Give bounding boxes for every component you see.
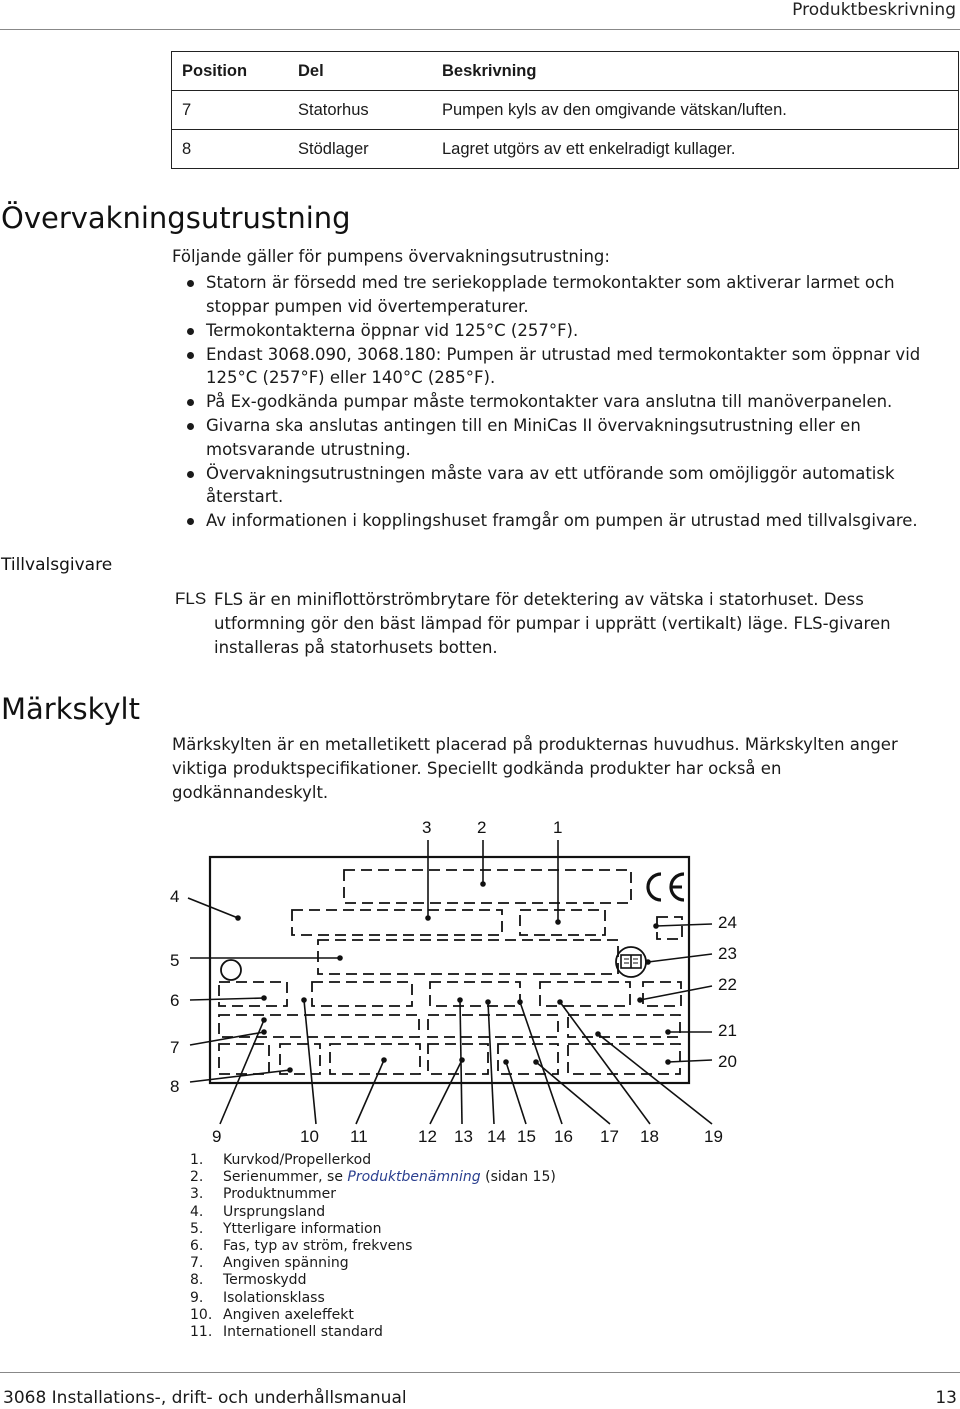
list-item: [190, 1169, 610, 1186]
callout-number: 15: [517, 1127, 536, 1146]
fls-description: FLS är en miniflottörströmbrytare för detektering av vätska i statorhuset. Dess utformning gör den bäst lämpad för pumpar i upprätt (vertikalt) läge. FLS-givaren installeras på statorhusets botten.: [214, 590, 891, 657]
field-current: [430, 982, 520, 1006]
legend-text: Ytterligare information: [223, 1220, 382, 1237]
running-header: Produktbeskrivning: [792, 0, 956, 20]
field-insulation: [219, 1044, 269, 1074]
monitoring-intro: Följande gäller för pumpens övervakningsutrustning:: [172, 247, 610, 266]
table-header-description: Beskrivning: [432, 52, 959, 91]
list-item: [190, 1152, 610, 1169]
table-cell-description: Lagret utgörs av ett enkelradigt kullager.: [432, 130, 959, 169]
legend-text: Kurvkod/Propellerkod: [223, 1152, 372, 1168]
callout-number: 1: [553, 818, 563, 837]
list-item: [190, 1255, 610, 1272]
section-heading-nameplate: Märkskylt: [1, 692, 140, 726]
field-curve-code: [520, 910, 605, 935]
list-item: [190, 1307, 610, 1324]
callout-number: 6: [170, 991, 180, 1010]
mounting-hole-icon: [221, 960, 241, 980]
legend-number: 4.: [190, 1203, 204, 1220]
field-weight: [568, 1015, 680, 1037]
list-item: Statorn är försedd med tre seriekopplade termokontakter som aktiverar larmet och stoppar pumpen vid övertemperaturer.: [187, 271, 947, 318]
table-cell-part: Stödlager: [288, 130, 432, 169]
callout-number: 8: [170, 1077, 180, 1096]
legend-text: Isolationsklass: [223, 1289, 325, 1306]
callout-number: 18: [640, 1127, 659, 1146]
legend-text: Serienummer, se: [223, 1169, 348, 1186]
callout-number: 19: [704, 1127, 723, 1146]
callout-number: 12: [418, 1127, 437, 1146]
list-item: [190, 1204, 610, 1221]
callout-number: 22: [718, 975, 737, 994]
field-voltage: [312, 982, 412, 1006]
list-item: [190, 1221, 610, 1238]
list-item: Termokontakterna öppnar vid 125°C (257°F).: [187, 319, 947, 343]
list-item: [190, 1324, 610, 1341]
callout-number: 20: [718, 1052, 737, 1071]
field-phase: [219, 982, 287, 1006]
callout-number: 14: [487, 1127, 506, 1146]
table-header-part: Del: [288, 52, 432, 91]
callout-number: 10: [300, 1127, 319, 1146]
table-cell-part: Statorhus: [288, 91, 432, 130]
callout-number: 17: [600, 1127, 619, 1146]
nameplate-description: Märkskylten är en metalletikett placerad på produkternas huvudhus. Märkskylten anger viktiga produktspecifikationer. Speciellt godkända produkter har också en godkännandeskylt.: [172, 735, 898, 802]
legend-text: Produktnummer: [223, 1186, 336, 1203]
legend-text: Angiven axeleffekt: [223, 1306, 354, 1323]
legend-number: 6.: [190, 1238, 204, 1255]
legend-number: 2.: [190, 1169, 204, 1186]
nameplate-legend: [190, 1152, 610, 1341]
list-item: [190, 1290, 610, 1307]
nameplate-fields: [219, 870, 682, 1074]
table-cell-position: 8: [172, 130, 289, 169]
callout-number: 13: [454, 1127, 473, 1146]
legend-text: Ursprungsland: [223, 1203, 326, 1220]
field-power: [428, 1015, 558, 1037]
footer-manual-title: 3068 Installations-, drift- och underhållsmanual: [3, 1388, 407, 1408]
list-item: Övervakningsutrustningen måste vara av ett utförande som omöjliggör automatisk återstart.: [187, 462, 947, 509]
optional-sensors-label: Tillvalsgivare: [1, 555, 113, 575]
callout-number: 24: [718, 913, 737, 932]
list-item: Givarna ska anslutas antingen till en MiniCas II övervakningsutrustning eller en motsvarande utrustning.: [187, 414, 947, 461]
callout-number: 21: [718, 1021, 737, 1040]
field-serial-number: [292, 910, 502, 935]
callout-number: 11: [350, 1127, 368, 1146]
callout-number: 3: [422, 818, 432, 837]
field-product-number: [344, 870, 631, 903]
product-designation-link[interactable]: Produktbenämning: [347, 1169, 481, 1186]
field-standard: [280, 1044, 320, 1074]
legend-number: 8.: [190, 1272, 204, 1289]
field-year: [568, 1044, 680, 1074]
field-approval-1: [657, 917, 682, 939]
field-max-depth: [498, 1044, 558, 1074]
list-item: Av informationen i kopplingshuset framgår om pumpen är utrustad med tillvalsgivare.: [187, 509, 947, 533]
list-item: På Ex-godkända pumpar måste termokontakter vara anslutna till manöverpanelen.: [187, 390, 947, 414]
footer-divider: [0, 1372, 960, 1373]
field-approval-2: [643, 982, 681, 1006]
table-cell-description: Pumpen kyls av den omgivande vätskan/luften.: [432, 91, 959, 130]
callout-number: 16: [554, 1127, 573, 1146]
field-thermal: [219, 1015, 419, 1037]
legend-text: Internationell standard: [223, 1324, 383, 1341]
ce-mark-icon: [648, 874, 684, 900]
legend-text: Fas, typ av ström, frekvens: [223, 1238, 413, 1255]
section-heading-monitoring: Övervakningsutrustning: [1, 201, 351, 235]
legend-text-suffix: (sidan 15): [480, 1169, 556, 1186]
legend-number: 10.: [190, 1306, 213, 1323]
legend-text: Angiven spänning: [223, 1255, 349, 1272]
list-item: Endast 3068.090, 3068.180: Pumpen är utrustad med termokontakter som öppnar vid 125°C (257°F) eller 140°C (285°F).: [187, 343, 947, 390]
legend-number: 7.: [190, 1255, 204, 1272]
callout-number: 23: [718, 944, 737, 963]
field-frequency: [540, 982, 630, 1006]
legend-number: 11.: [190, 1324, 213, 1341]
manual-book-icon: [616, 947, 646, 977]
legend-number: 5.: [190, 1220, 204, 1237]
callout-number: 7: [170, 1038, 180, 1057]
table-cell-position: 7: [172, 91, 289, 130]
table-header-position: Position: [172, 52, 289, 91]
page-number: 13: [935, 1388, 957, 1408]
callout-number: 2: [477, 818, 487, 837]
field-additional-info: [318, 940, 618, 974]
callout-number: 4: [170, 887, 180, 906]
fls-tag: FLS: [175, 589, 207, 608]
list-item: [190, 1272, 610, 1289]
callout-number: 5: [170, 951, 180, 970]
legend-number: 3.: [190, 1186, 204, 1203]
callout-number: 9: [212, 1127, 222, 1146]
field-speed: [330, 1044, 420, 1074]
list-item: [190, 1186, 610, 1203]
legend-number: 9.: [190, 1289, 204, 1306]
legend-text: Termoskydd: [223, 1272, 307, 1289]
list-item: [190, 1238, 610, 1255]
legend-number: 1.: [190, 1152, 204, 1168]
